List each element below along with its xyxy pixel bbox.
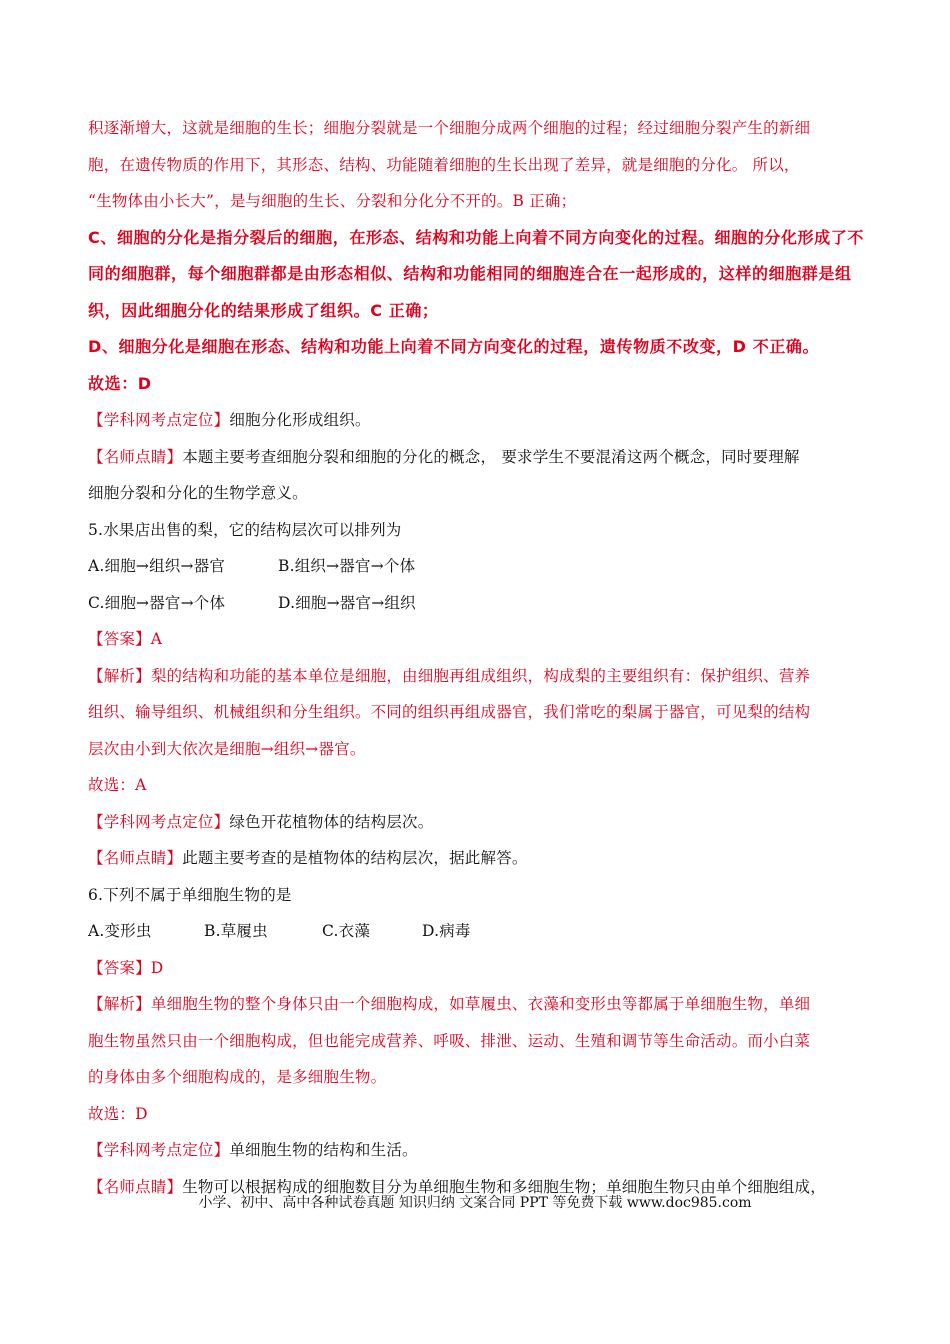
option-d-explanation: D、细胞分化是细胞在形态、结构和功能上向着不同方向变化的过程，遗传物质不改变，D 不正确。 bbox=[88, 337, 820, 356]
analysis-tag: 【解析】 bbox=[88, 666, 151, 685]
q5-options-row bbox=[88, 548, 868, 585]
q6-analysis-line: 胞生物虽然只由一个细胞构成，但也能完成营养、呼吸、排泄、运动、生殖和调节等生命活动。而小白菜 bbox=[88, 1031, 811, 1050]
kaodian-text: 绿色开花植物体的结构层次。 bbox=[229, 812, 434, 831]
q6-analysis-line: 的身体由多个细胞构成的，是多细胞生物。 bbox=[88, 1068, 387, 1086]
q5-option-d: D.细胞→器官→组织 bbox=[278, 593, 416, 612]
explanation-line: 胞，在遗传物质的作用下，其形态、结构、功能随着细胞的生长出现了差异，就是细胞的分化。 所以， bbox=[88, 155, 800, 174]
explanation-line: “生物体由小长大”，是与细胞的生长、分裂和分化分不开的。B 正确； bbox=[88, 192, 577, 210]
document-page bbox=[88, 110, 868, 1205]
option-c-explanation: 织，因此细胞分化的结果形成了组织。C 正确； bbox=[88, 300, 439, 320]
q5-option-c: C.细胞→器官→个体 bbox=[88, 593, 226, 612]
q5-analysis bbox=[88, 658, 868, 695]
q5-kaodian bbox=[88, 804, 868, 841]
page-footer: 小学、初中、高中各种试卷真题 知识归纳 文案合同 PPT 等免费下载 www.doc985.com bbox=[198, 1195, 752, 1211]
dianjing-tag: 【名师点睛】 bbox=[88, 1177, 183, 1196]
q5-option-a: A.细胞→组织→器官 bbox=[88, 557, 226, 575]
q5-option-b: B.组织→器官→个体 bbox=[278, 557, 416, 575]
q6-option-a: A.变形虫 bbox=[88, 922, 152, 940]
q6-answer: 【答案】D bbox=[88, 958, 164, 977]
kaodian-text: 单细胞生物的结构和生活。 bbox=[229, 1141, 418, 1159]
q5-answer: 【答案】A bbox=[88, 630, 163, 648]
q4-kaodian bbox=[88, 402, 868, 439]
dianjing-text: 生物可以根据构成的细胞数目分为单细胞生物和多细胞生物；单细胞生物只由单个细胞组成， bbox=[182, 1177, 826, 1196]
q6-options-row bbox=[88, 913, 868, 950]
q6-analysis bbox=[88, 986, 868, 1023]
dianjing-tag: 【名师点睛】 bbox=[88, 447, 183, 466]
q5-dianjing bbox=[88, 840, 868, 877]
q6-choice: 故选：D bbox=[88, 1104, 148, 1123]
q6-option-d: D.病毒 bbox=[422, 922, 471, 940]
dianjing-text: 本题主要考查细胞分裂和细胞的分化的概念， 要求学生不要混淆这两个概念，同时要理解 bbox=[182, 447, 800, 466]
q5-choice: 故选：A bbox=[88, 776, 147, 794]
analysis-text: 梨的结构和功能的基本单位是细胞，由细胞再组成组织，构成梨的主要组织有：保护组织、营养 bbox=[150, 666, 811, 685]
q5-options-row bbox=[88, 585, 868, 622]
q5-analysis-line: 层次由小到大依次是细胞→组织→器官。 bbox=[88, 739, 366, 758]
analysis-tag: 【解析】 bbox=[88, 995, 151, 1013]
dianjing-tag: 【名师点睛】 bbox=[88, 849, 183, 867]
q6-option-b: B.草履虫 bbox=[204, 922, 268, 940]
final-choice-q4: 故选：D bbox=[88, 373, 152, 393]
q4-dianjing-cont: 细胞分裂和分化的生物学意义。 bbox=[88, 484, 308, 502]
kaodian-tag: 【学科网考点定位】 bbox=[88, 411, 230, 429]
kaodian-text: 细胞分化形成组织。 bbox=[229, 411, 371, 429]
q5-analysis-line: 组织、输导组织、机械组织和分生组织。不同的组织再组成器官，我们常吃的梨属于器官，可见梨的结构 bbox=[88, 703, 811, 721]
q4-dianjing bbox=[88, 439, 868, 476]
q6-question: 6.下列不属于单细胞生物的是 bbox=[88, 885, 292, 904]
kaodian-tag: 【学科网考点定位】 bbox=[88, 1141, 230, 1159]
option-c-explanation: C、细胞的分化是指分裂后的细胞，在形态、结构和功能上向着不同方向变化的过程。细胞的分化形成了不 bbox=[88, 227, 864, 247]
option-c-explanation: 同的细胞群，每个细胞群都是由形态相似、结构和功能相同的细胞连合在一起形成的，这样的细胞群是组 bbox=[88, 264, 852, 283]
explanation-line: 积逐渐增大，这就是细胞的生长；细胞分裂就是一个细胞分成两个细胞的过程；经过细胞分裂产生的新细 bbox=[88, 119, 811, 137]
dianjing-text: 此题主要考查的是植物体的结构层次，据此解答。 bbox=[182, 849, 528, 867]
analysis-text: 单细胞生物的整个身体只由一个细胞构成，如草履虫、衣藻和变形虫等都属于单细胞生物，单细 bbox=[150, 995, 811, 1013]
q6-option-c: C.衣藻 bbox=[322, 922, 371, 940]
q5-question: 5.水果店出售的梨，它的结构层次可以排列为 bbox=[88, 520, 402, 539]
q6-kaodian bbox=[88, 1132, 868, 1169]
kaodian-tag: 【学科网考点定位】 bbox=[88, 812, 230, 831]
